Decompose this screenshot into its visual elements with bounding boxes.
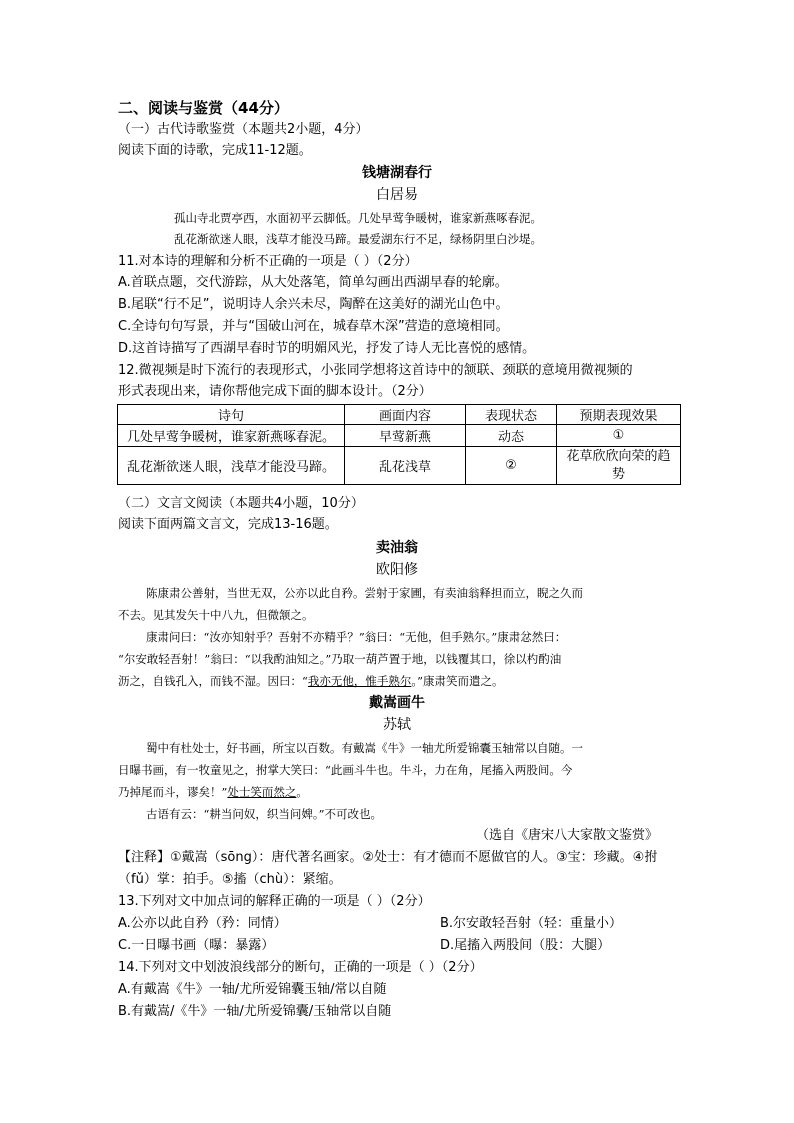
- option-a: A.公亦以此自矜（矜：同情）: [118, 916, 287, 931]
- poem-title: 钱塘湖春行: [362, 165, 432, 181]
- option-a: A.有戴嵩《牛》一轴/尤所爱锦囊玉轴/常以自随: [118, 982, 387, 997]
- table-cell: 动态: [466, 425, 557, 447]
- question-14: 14.下列对文中划波浪线部分的断句，正确的一项是（ ）（2分）: [118, 960, 483, 975]
- cell-line: 势: [611, 466, 625, 482]
- part2-instruction: 阅读下面两篇文言文，完成13-16题。: [118, 517, 338, 532]
- text2-title: 戴嵩画牛: [369, 695, 425, 711]
- underlined-phrase: 处士笑而然之: [227, 785, 297, 799]
- table-header-row: [118, 405, 681, 425]
- part1-instruction: 阅读下面的诗歌，完成11-12题。: [118, 143, 312, 158]
- source-citation: （选自《唐宋八大家散文鉴赏》: [476, 828, 659, 843]
- text2-line: 蜀中有杜处士，好书画，所宝以百数。有戴嵩《牛》一轴尤所爱锦囊玉轴常以自随。一: [146, 741, 583, 755]
- poem-author: 白居易: [376, 187, 418, 203]
- poem-line: 乱花渐欲迷人眼，浅草才能没马蹄。最爱湖东行不足，绿杨阴里白沙堤。: [174, 232, 542, 246]
- table-header: 表现状态: [466, 405, 557, 425]
- table-cell: 乱花渐欲迷人眼，浅草才能没马蹄。: [118, 447, 345, 485]
- text2-line: [118, 783, 308, 801]
- table-header: 诗句: [118, 405, 345, 425]
- text1-line: 陈康肃公善射，当世无双，公亦以此自矜。尝射于家圃，有卖油翁释担而立，睨之久而: [146, 586, 583, 600]
- underlined-phrase: 我亦无他，惟手熟尔: [307, 674, 412, 688]
- text2-author: 苏轼: [383, 717, 411, 733]
- text2-line: 日曝书画，有一牧童见之，拊掌大笑曰：“此画斗牛也。牛斗，力在角，尾搐入两股间。今: [118, 763, 573, 777]
- table-cell: 几处早莺争暖树，谁家新燕啄春泥。: [118, 425, 345, 447]
- table-cell: [557, 447, 681, 485]
- text1-line: “尔安敢轻吾射！”翁曰：“以我酌油知之。”乃取一葫芦置于地，以钱覆其口，徐以杓酌油: [118, 652, 562, 666]
- table-header: 预期表现效果: [557, 405, 681, 425]
- question-11: 11.对本诗的理解和分析不正确的一项是（ ）（2分）: [118, 254, 418, 269]
- part2-heading: （二）文言文阅读（本题共4小题，10分）: [118, 496, 364, 511]
- table-header: 画面内容: [345, 405, 466, 425]
- text1-line: 不去。见其发矢十中八九，但微颔之。: [118, 608, 314, 622]
- notes: 【注释】①戴嵩（sōng）：唐代著名画家。②处士：有才德而不愿做官的人。③宝：珍藏。④拊: [118, 850, 658, 865]
- option-b: B.有戴嵩/《牛》一轴/尤所爱锦囊/玉轴常以自随: [118, 1004, 392, 1019]
- option-b: B.尾联“行不足”，说明诗人余兴未尽，陶醉在这美好的湖光山色中。: [118, 297, 509, 312]
- text2-line: 古语有云：“耕当问奴，织当问婢。”不可改也。: [146, 807, 383, 821]
- table-cell: 乱花浅草: [345, 447, 466, 485]
- text-span: 。”康肃笑而遣之。: [411, 674, 504, 688]
- cell-line: 花草欣欣向荣的趋: [566, 448, 671, 464]
- option-c: C.全诗句句写景，并与“国破山河在，城春草木深”营造的意境相同。: [118, 319, 509, 334]
- text-span: 沥之，自钱孔入，而钱不湿。因曰：“: [118, 674, 308, 688]
- text1-author: 欧阳修: [376, 562, 418, 578]
- question-12: 12.微视频是时下流行的表现形式，小张同学想将这首诗中的颔联、颈联的意境用微视频的: [118, 363, 633, 378]
- question-12-cont: 形式表现出来，请你帮他完成下面的脚本设计。（2分）: [118, 384, 432, 399]
- option-b: B.尔安敢轻吾射（轻：重量小）: [440, 916, 623, 931]
- option-c: C.一日曝书画（曝：暴露）: [118, 938, 275, 953]
- question-13: 13.下列对文中加点词的解释正确的一项是（ ）（2分）: [118, 894, 431, 909]
- text-span: 。: [296, 785, 308, 799]
- option-d: D.这首诗描写了西湖早春时节的明媚风光，抒发了诗人无比喜悦的感情。: [118, 341, 536, 356]
- text1-line: [118, 672, 504, 690]
- script-table: [117, 404, 681, 485]
- text1-line: 康肃问曰：“汝亦知射乎？吾射不亦精乎？”翁曰：“无他，但手熟尔。”康肃忿然曰：: [146, 630, 567, 644]
- option-d: D.尾搐入两股间（股：大腿）: [440, 938, 611, 953]
- part1-heading: （一）古代诗歌鉴赏（本题共2小题，4分）: [118, 122, 369, 137]
- text-span: 乃掉尾而斗，谬矣！”: [118, 785, 228, 799]
- table-row: [118, 447, 681, 485]
- table-cell: ②: [466, 447, 557, 485]
- section-title: 二、阅读与鉴赏（44分）: [118, 99, 289, 117]
- table-cell: 早莺新燕: [345, 425, 466, 447]
- table-row: [118, 425, 681, 447]
- table-cell: ①: [557, 425, 681, 447]
- notes-cont: （fǔ）掌：拍手。⑤搐（chù）：紧缩。: [118, 872, 342, 887]
- text1-title: 卖油翁: [376, 540, 418, 556]
- option-a: A.首联点题，交代游踪，从大处落笔，简单勾画出西湖早春的轮廓。: [118, 275, 508, 290]
- poem-line: 孤山寺北贾亭西，水面初平云脚低。几处早莺争暖树，谁家新燕啄春泥。: [174, 211, 542, 225]
